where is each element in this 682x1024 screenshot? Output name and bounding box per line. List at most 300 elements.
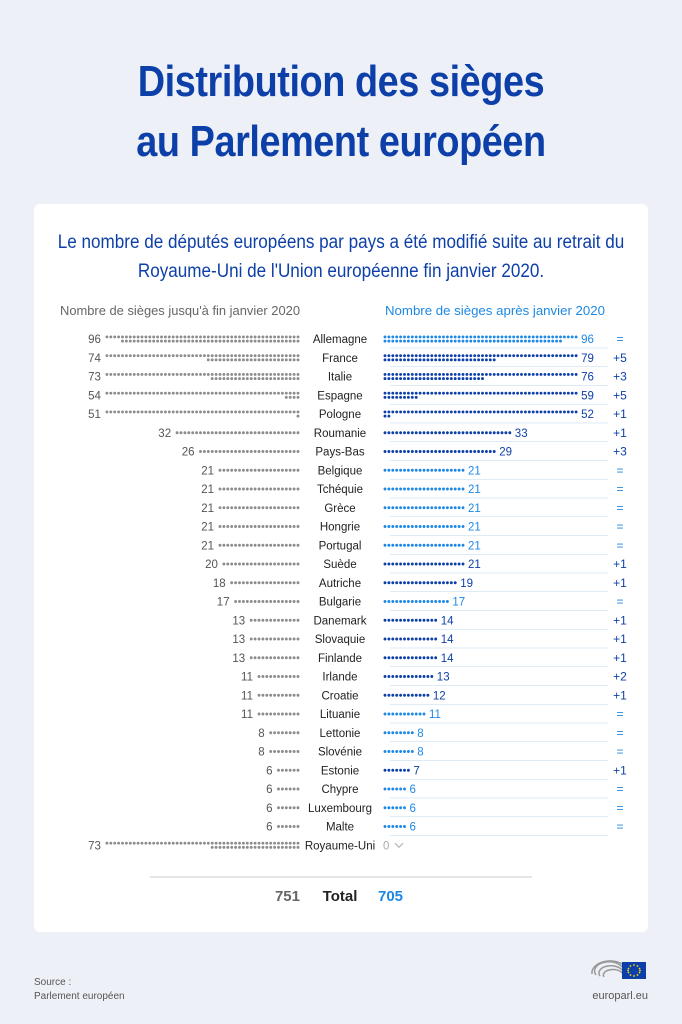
after-dot: [407, 581, 410, 584]
country-label: Chypre: [321, 784, 359, 796]
after-dot: [469, 335, 472, 338]
before-dot: [105, 354, 108, 357]
after-dot: [454, 469, 457, 472]
before-dot: [269, 410, 272, 413]
before-dot: [269, 619, 272, 622]
before-dot: [238, 846, 241, 849]
before-dot: [261, 488, 264, 491]
after-dot: [434, 638, 437, 641]
before-dot: [113, 335, 116, 338]
before-dot: [258, 377, 261, 380]
before-dot: [203, 335, 206, 338]
before-dot: [265, 377, 268, 380]
website-link[interactable]: europarl.eu: [592, 990, 648, 1002]
after-dot: [399, 563, 402, 566]
after-dot: [575, 410, 578, 413]
after-dot: [571, 373, 574, 376]
before-dot: [180, 354, 183, 357]
before-dot: [125, 354, 128, 357]
before-dot: [297, 788, 300, 791]
after-dot: [395, 581, 398, 584]
before-dot: [281, 410, 284, 413]
before-dot: [152, 340, 155, 343]
after-dot: [426, 358, 429, 361]
after-dot: [454, 581, 457, 584]
before-dot: [156, 335, 159, 338]
before-dot: [269, 335, 272, 338]
after-dot: [450, 431, 453, 434]
after-dot: [434, 335, 437, 338]
before-dot: [265, 656, 268, 659]
before-dot: [246, 377, 249, 380]
before-dot: [297, 563, 300, 566]
before-dot: [109, 392, 112, 395]
before-dot: [293, 469, 296, 472]
before-dot: [230, 450, 233, 453]
after-dot: [575, 354, 578, 357]
before-dot: [281, 335, 284, 338]
after-dot: [477, 340, 480, 343]
before-value: 73: [88, 840, 101, 853]
before-dot: [258, 410, 261, 413]
before-dot: [281, 806, 284, 809]
before-dot: [289, 431, 292, 434]
after-dot: [430, 600, 433, 603]
after-dot: [407, 731, 410, 734]
after-dot: [387, 544, 390, 547]
after-dot: [528, 335, 531, 338]
after-dot: [493, 335, 496, 338]
after-dot: [391, 544, 394, 547]
before-dot: [261, 713, 264, 716]
before-dot: [176, 392, 179, 395]
before-dot: [219, 335, 222, 338]
after-dot: [450, 354, 453, 357]
before-dot: [269, 656, 272, 659]
before-dot: [293, 358, 296, 361]
before-value: 13: [232, 615, 246, 628]
before-dot: [273, 750, 276, 753]
before-dot: [265, 410, 268, 413]
after-dot: [481, 358, 484, 361]
after-dot: [407, 506, 410, 509]
after-dot: [391, 340, 394, 343]
after-dot: [384, 450, 387, 453]
after-dot: [458, 340, 461, 343]
after-dot: [407, 544, 410, 547]
before-dot: [281, 544, 284, 547]
chevron-down-icon: [395, 843, 403, 847]
after-dot: [430, 358, 433, 361]
before-dot: [273, 846, 276, 849]
before-dot: [258, 581, 261, 584]
after-dot: [469, 431, 472, 434]
before-dot: [164, 392, 167, 395]
after-dot: [508, 335, 511, 338]
country-label: Finlande: [317, 652, 363, 665]
before-dot: [238, 392, 241, 395]
after-dot: [501, 335, 504, 338]
after-dot: [516, 354, 519, 357]
before-dot: [160, 842, 163, 845]
before-dot: [281, 431, 284, 434]
before-dot: [293, 619, 296, 622]
after-dot: [403, 377, 406, 380]
after-dot: [497, 373, 500, 376]
after-dot: [575, 335, 578, 338]
after-dot: [516, 335, 519, 338]
before-dot: [277, 675, 280, 678]
before-dot: [226, 544, 229, 547]
after-dot: [473, 431, 476, 434]
before-dot: [222, 431, 225, 434]
after-dot: [399, 788, 402, 791]
after-dot: [547, 340, 550, 343]
before-dot: [242, 431, 245, 434]
after-dot: [407, 354, 410, 357]
after-dot: [477, 377, 480, 380]
after-dot: [508, 354, 511, 357]
before-dot: [246, 469, 249, 472]
after-dot: [403, 469, 406, 472]
before-dot: [230, 354, 233, 357]
after-dot: [532, 340, 535, 343]
before-dot: [297, 392, 300, 395]
after-dot: [419, 469, 422, 472]
after-dot: [501, 410, 504, 413]
before-dot: [191, 410, 194, 413]
before-dot: [250, 373, 253, 376]
before-dot: [164, 335, 167, 338]
after-dot: [407, 392, 410, 395]
before-dot: [289, 335, 292, 338]
before-dot: [152, 335, 155, 338]
before-dot: [199, 450, 202, 453]
before-dot: [176, 335, 179, 338]
before-dot: [293, 825, 296, 828]
after-dot: [497, 431, 500, 434]
after-dot: [407, 750, 410, 753]
country-label: Bulgarie: [318, 596, 362, 609]
change-value: +1: [613, 575, 627, 590]
before-dot: [234, 469, 237, 472]
after-dot: [419, 600, 422, 603]
after-dot: [407, 488, 410, 491]
before-dot: [141, 340, 144, 343]
before-dot: [207, 842, 210, 845]
before-dot: [281, 373, 284, 376]
after-dot: [454, 358, 457, 361]
after-dot: [384, 750, 387, 753]
before-dot: [160, 340, 163, 343]
before-dot: [289, 788, 292, 791]
after-dot: [430, 450, 433, 453]
before-dot: [215, 450, 218, 453]
before-dot: [285, 731, 288, 734]
before-dot: [293, 410, 296, 413]
before-dot: [250, 469, 253, 472]
before-dot: [250, 488, 253, 491]
after-dot: [520, 340, 523, 343]
before-dot: [254, 842, 257, 845]
before-dot: [168, 340, 171, 343]
before-dot: [254, 450, 257, 453]
before-dot: [133, 340, 136, 343]
before-dot: [137, 842, 140, 845]
before-dot: [289, 450, 292, 453]
after-dot: [512, 335, 515, 338]
before-dot: [285, 354, 288, 357]
after-dot: [395, 396, 398, 399]
after-value: 59: [581, 390, 594, 403]
before-dot: [273, 335, 276, 338]
before-dot: [219, 373, 222, 376]
after-dot: [434, 431, 437, 434]
after-dot: [547, 354, 550, 357]
before-dot: [211, 431, 214, 434]
before-dot: [226, 431, 229, 434]
after-dot: [430, 506, 433, 509]
change-value: +1: [613, 407, 627, 421]
before-dot: [281, 469, 284, 472]
before-dot: [133, 354, 136, 357]
before-dot: [148, 340, 151, 343]
before-dot: [261, 525, 264, 528]
before-dot: [273, 377, 276, 380]
before-dot: [250, 340, 253, 343]
after-dot: [430, 377, 433, 380]
after-dot: [399, 750, 402, 753]
after-dot: [407, 656, 410, 659]
before-dot: [269, 340, 272, 343]
after-dot: [395, 431, 398, 434]
after-dot: [430, 581, 433, 584]
after-dot: [419, 377, 422, 380]
after-dot: [403, 675, 406, 678]
before-dot: [211, 392, 214, 395]
before-dot: [250, 392, 253, 395]
after-value: 14: [440, 615, 454, 628]
before-dot: [285, 358, 288, 361]
before-dot: [129, 354, 132, 357]
before-dot: [258, 450, 261, 453]
after-dot: [462, 358, 465, 361]
after-dot: [520, 373, 523, 376]
after-dot: [489, 392, 492, 395]
before-dot: [246, 354, 249, 357]
before-dot: [261, 450, 264, 453]
after-dot: [430, 525, 433, 528]
before-dot: [156, 373, 159, 376]
before-dot: [273, 600, 276, 603]
after-dot: [442, 563, 445, 566]
after-dot: [540, 335, 543, 338]
after-dot: [391, 694, 394, 697]
after-dot: [504, 354, 507, 357]
after-dot: [469, 340, 472, 343]
after-dot: [454, 563, 457, 566]
after-dot: [399, 806, 402, 809]
before-dot: [265, 354, 268, 357]
after-dot: [473, 335, 476, 338]
after-dot: [411, 563, 414, 566]
before-dot: [242, 392, 245, 395]
before-dot: [273, 340, 276, 343]
before-dot: [297, 415, 300, 418]
before-dot: [265, 488, 268, 491]
after-dot: [465, 358, 468, 361]
before-dot: [261, 563, 264, 566]
before-dot: [258, 619, 261, 622]
country-label: Italie: [327, 371, 353, 384]
after-dot: [524, 392, 527, 395]
after-dot: [528, 340, 531, 343]
after-dot: [399, 340, 402, 343]
after-dot: [387, 431, 390, 434]
before-dot: [215, 335, 218, 338]
after-dot: [384, 563, 387, 566]
change-value: =: [616, 482, 624, 496]
after-dot: [442, 354, 445, 357]
before-dot: [269, 842, 272, 845]
after-dot: [407, 373, 410, 376]
after-dot: [423, 638, 426, 641]
before-dot: [285, 544, 288, 547]
after-dot: [575, 392, 578, 395]
before-dot: [148, 392, 151, 395]
after-dot: [391, 335, 394, 338]
before-dot: [176, 340, 179, 343]
after-dot: [469, 373, 472, 376]
after-dot: [395, 373, 398, 376]
before-dot: [172, 340, 175, 343]
after-dot: [387, 450, 390, 453]
after-dot: [462, 340, 465, 343]
before-dot: [226, 506, 229, 509]
before-dot: [180, 431, 183, 434]
before-dot: [234, 392, 237, 395]
before-dot: [164, 340, 167, 343]
before-dot: [234, 842, 237, 845]
before-dot: [207, 358, 210, 361]
before-dot: [195, 335, 198, 338]
before-dot: [211, 354, 214, 357]
after-dot: [489, 358, 492, 361]
before-dot: [211, 842, 214, 845]
country-label: Belgique: [317, 465, 363, 478]
after-dot: [438, 392, 441, 395]
right-header: Nombre de sièges après janvier 2020: [385, 303, 605, 318]
before-dot: [129, 340, 132, 343]
before-dot: [180, 340, 183, 343]
before-dot: [289, 846, 292, 849]
after-dot: [446, 581, 449, 584]
before-dot: [273, 581, 276, 584]
change-value: =: [616, 744, 624, 759]
after-value: 21: [468, 521, 481, 534]
before-dot: [226, 488, 229, 491]
before-dot: [281, 788, 284, 791]
after-dot: [411, 544, 414, 547]
after-dot: [536, 392, 539, 395]
before-dot: [215, 354, 218, 357]
after-dot: [384, 713, 387, 716]
country-label: Malte: [325, 821, 355, 834]
after-dot: [403, 335, 406, 338]
after-dot: [446, 377, 449, 380]
before-dot: [172, 392, 175, 395]
before-dot: [183, 373, 186, 376]
before-dot: [293, 373, 296, 376]
after-dot: [559, 392, 562, 395]
before-dot: [226, 358, 229, 361]
before-dot: [277, 544, 280, 547]
before-value: 13: [232, 652, 246, 665]
after-dot: [395, 488, 398, 491]
after-dot: [555, 340, 558, 343]
before-dot: [183, 431, 186, 434]
after-value: 33: [514, 427, 528, 440]
after-dot: [497, 410, 500, 413]
before-dot: [234, 544, 237, 547]
before-dot: [269, 373, 272, 376]
before-dot: [152, 410, 155, 413]
before-dot: [117, 335, 120, 338]
after-dot: [438, 600, 441, 603]
before-dot: [222, 506, 225, 509]
before-dot: [285, 638, 288, 641]
after-dot: [462, 354, 465, 357]
before-dot: [133, 392, 136, 395]
before-dot: [191, 842, 194, 845]
after-dot: [387, 488, 390, 491]
after-dot: [485, 392, 488, 395]
after-dot: [493, 340, 496, 343]
after-dot: [391, 358, 394, 361]
before-dot: [195, 410, 198, 413]
before-dot: [133, 410, 136, 413]
after-value: 14: [440, 652, 454, 665]
after-dot: [462, 410, 465, 413]
after-dot: [438, 335, 441, 338]
before-dot: [297, 373, 300, 376]
before-dot: [289, 769, 292, 772]
before-dot: [289, 656, 292, 659]
before-dot: [281, 825, 284, 828]
before-dot: [215, 431, 218, 434]
after-dot: [442, 525, 445, 528]
after-dot: [415, 377, 418, 380]
after-dot: [384, 638, 387, 641]
after-dot: [575, 373, 578, 376]
before-dot: [293, 354, 296, 357]
before-dot: [297, 377, 300, 380]
after-dot: [399, 335, 402, 338]
before-value: 13: [232, 634, 246, 646]
after-dot: [462, 377, 465, 380]
before-dot: [199, 392, 202, 395]
after-dot: [442, 544, 445, 547]
before-dot: [289, 638, 292, 641]
after-dot: [423, 656, 426, 659]
after-dot: [395, 638, 398, 641]
country-label: Slovénie: [317, 746, 363, 759]
before-dot: [238, 600, 241, 603]
before-dot: [219, 846, 222, 849]
after-dot: [415, 431, 418, 434]
after-dot: [430, 373, 433, 376]
after-dot: [446, 450, 449, 453]
